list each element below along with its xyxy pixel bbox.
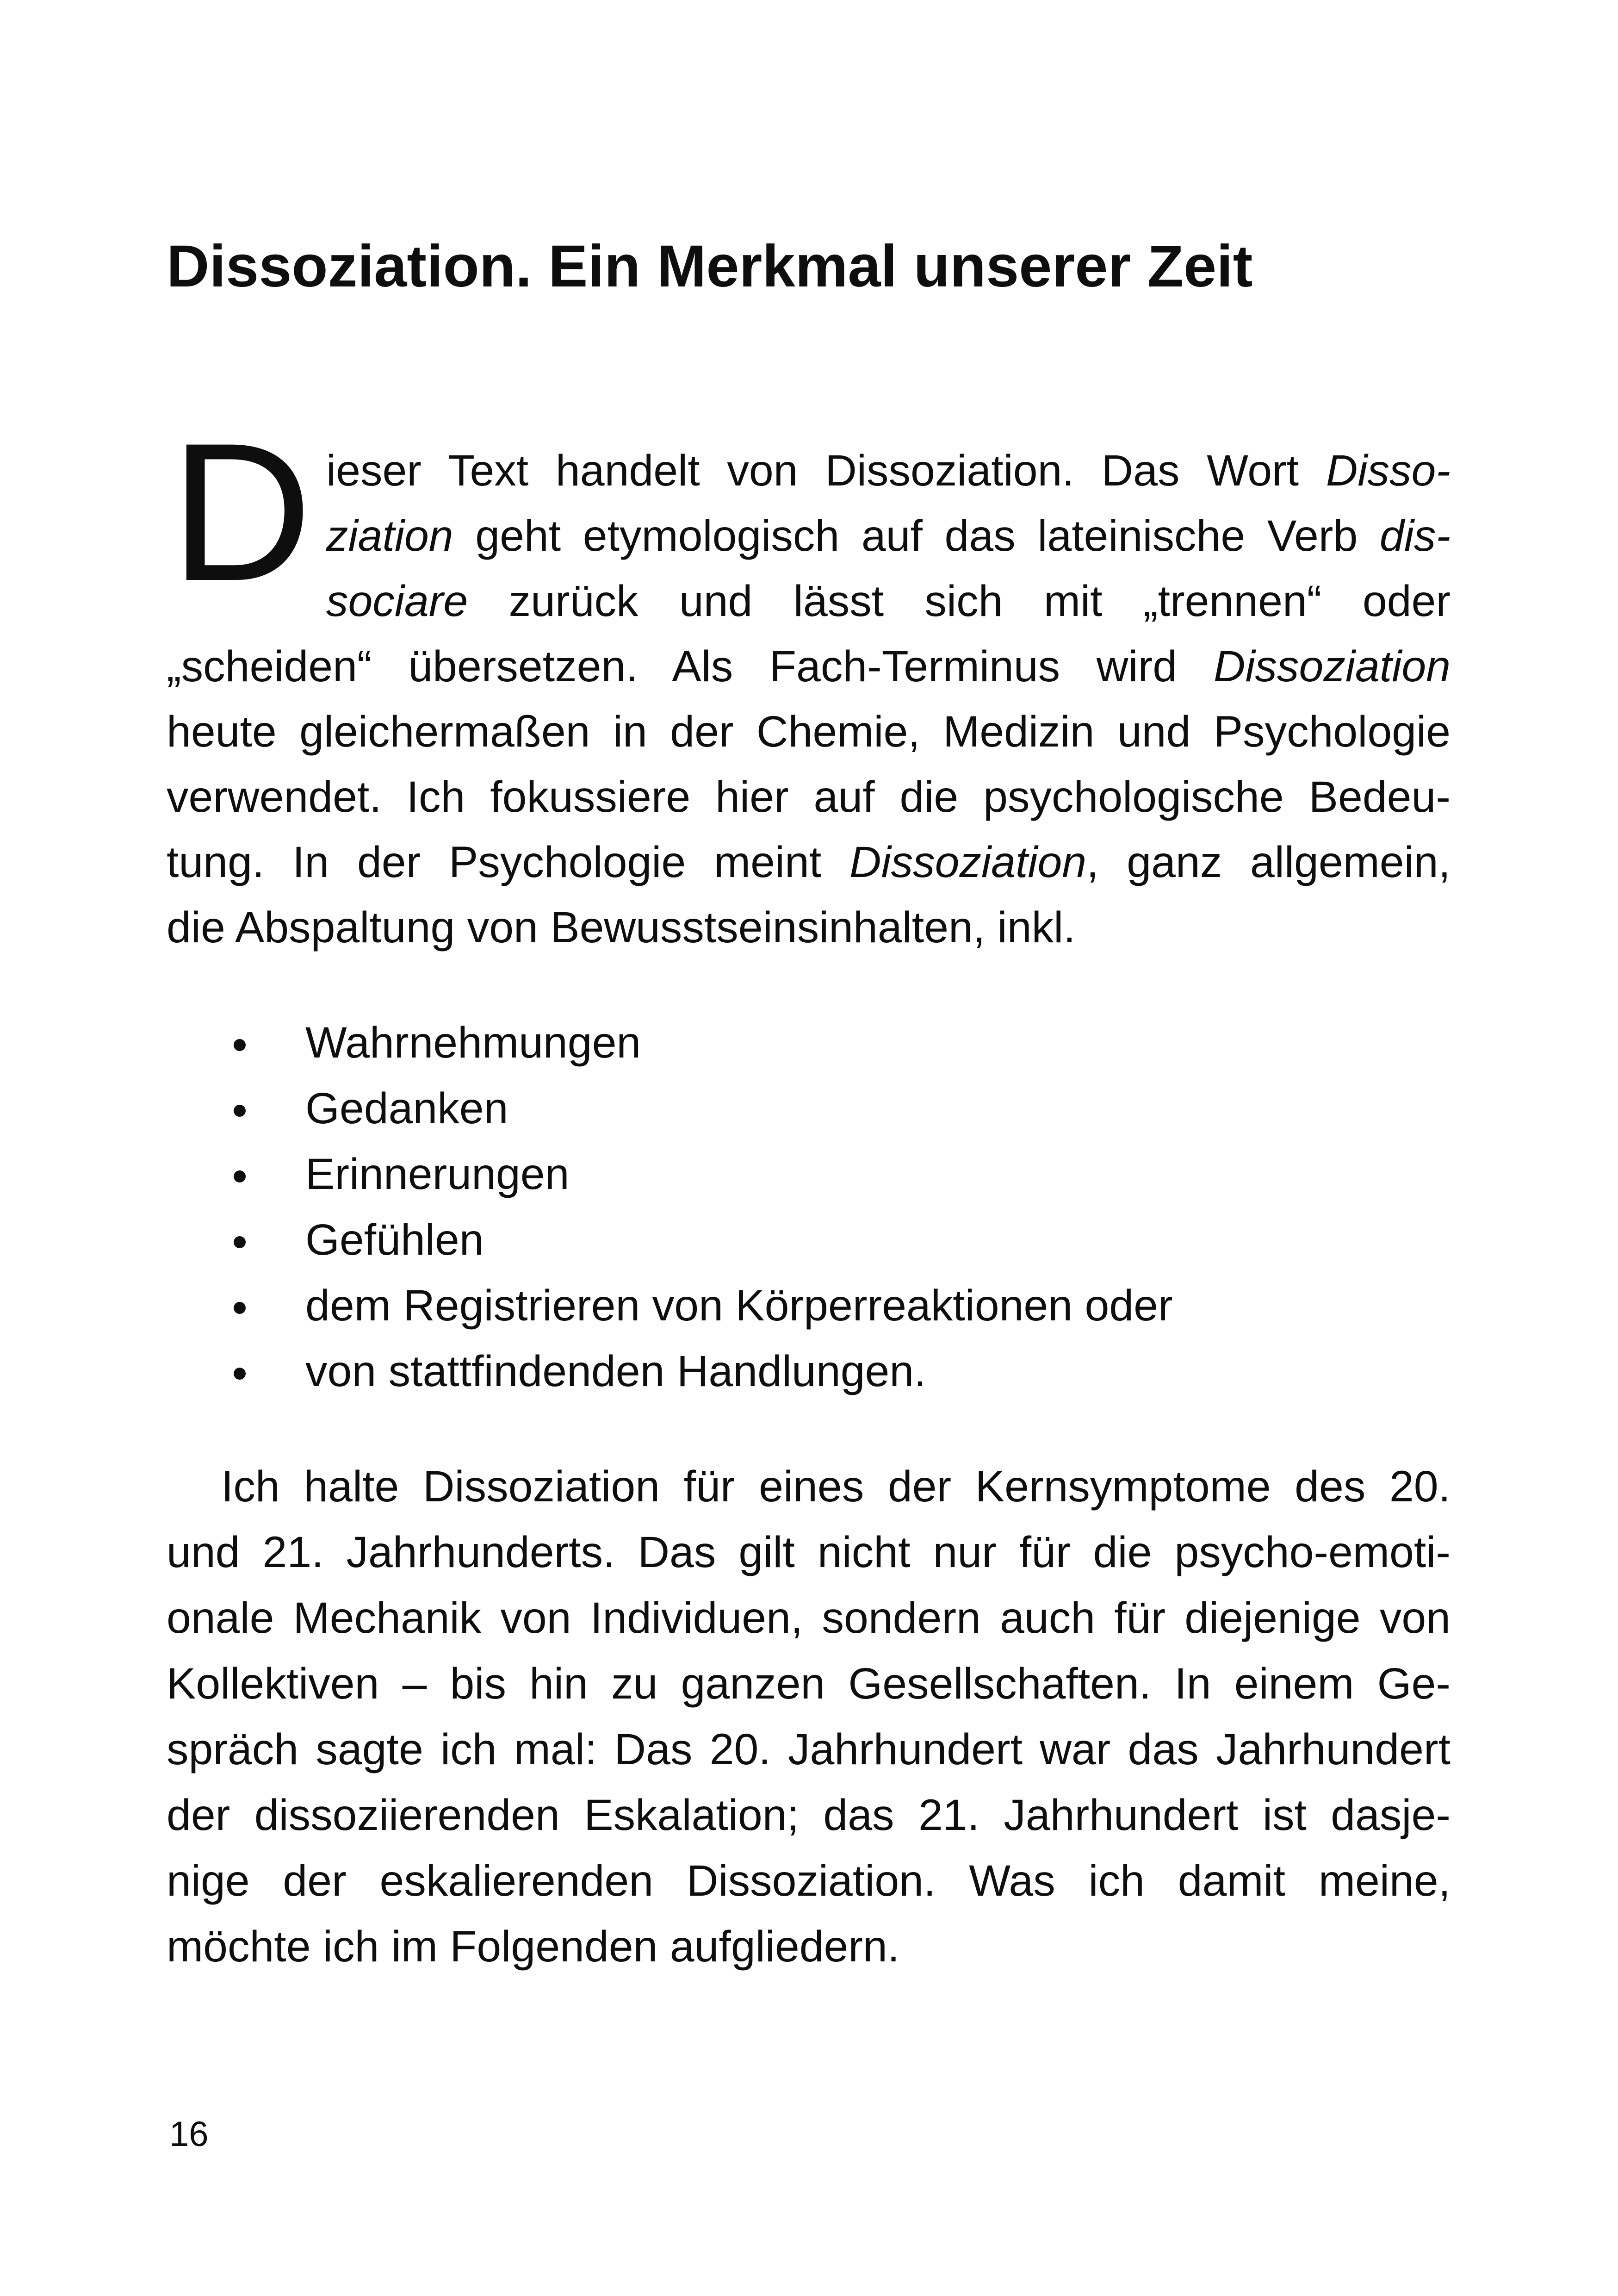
- text-segment: verwendet. Ich fokussiere hier auf die psychologische Bedeu-: [167, 772, 1451, 821]
- bullet-item: Gefühlen: [167, 1207, 1451, 1273]
- text-segment: möchte ich im Folgenden aufgliedern.: [167, 1922, 900, 1971]
- text-segment: und 21. Jahrhunderts. Das gilt nicht nur für die psycho-emoti-: [167, 1528, 1451, 1577]
- text-line: [167, 1519, 1451, 1585]
- text-segment: der dissoziierenden Eskalation; das 21. Jahrhundert ist dasje-: [167, 1791, 1451, 1840]
- text-segment: heute gleichermaßen in der Chemie, Medizin und Psychologie: [167, 707, 1451, 756]
- text-line: [167, 1454, 1451, 1519]
- italic-text-segment: Dissoziation: [849, 838, 1087, 887]
- italic-text-segment: Disso-: [1326, 446, 1451, 495]
- text-line: [167, 1914, 1451, 1979]
- text-line: [167, 1782, 1451, 1848]
- text-line: [167, 1585, 1451, 1651]
- paragraph-intro: [167, 438, 1451, 960]
- bullet-item: Gedanken: [167, 1076, 1451, 1141]
- bullet-item: Wahrnehmungen: [167, 1010, 1451, 1076]
- text-segment: onale Mechanik von Individuen, sondern auch für diejenige von: [167, 1593, 1451, 1643]
- text-line: [167, 1651, 1451, 1717]
- chapter-title: Dissoziation. Ein Merkmal unserer Zeit: [167, 233, 1253, 299]
- text-segment: Ich halte Dissoziation für eines der Kernsymptome des 20.: [221, 1462, 1451, 1511]
- text-line: [167, 1717, 1451, 1782]
- italic-text-segment: dis-: [1379, 511, 1451, 560]
- bullet-item: Erinnerungen: [167, 1141, 1451, 1207]
- text-segment: tung. In der Psychologie meint: [167, 838, 849, 887]
- text-segment: die Abspaltung von Bewusstseinsinhalten, inkl.: [167, 903, 1076, 952]
- drop-cap-letter: D: [170, 402, 312, 622]
- text-line: [167, 569, 1451, 634]
- text-segment: geht etymologisch auf das lateinische Verb: [453, 511, 1380, 560]
- text-segment: zurück und lässt sich mit „trennen“ oder: [468, 577, 1451, 626]
- bullet-item: dem Registrieren von Körperreaktionen oder: [167, 1273, 1451, 1338]
- text-segment: , ganz allgemein,: [1086, 838, 1451, 887]
- italic-text-segment: Dissoziation: [1213, 642, 1451, 691]
- text-segment: ieser Text handelt von Dissoziation. Das Wort: [326, 446, 1326, 495]
- bullet-item: von stattfindenden Handlungen.: [167, 1338, 1451, 1404]
- italic-text-segment: sociare: [326, 577, 468, 626]
- text-line: [167, 699, 1451, 765]
- text-segment: „scheiden“ übersetzen. Als Fach-Terminus wird: [167, 642, 1214, 691]
- text-line: [167, 895, 1451, 960]
- text-line: [167, 1848, 1451, 1914]
- book-page: [167, 0, 1451, 1979]
- bullet-list: [167, 1010, 1451, 1404]
- text-segment: nige der eskalierenden Dissoziation. Was ich damit meine,: [167, 1856, 1451, 1905]
- paragraph-thesis: [167, 1454, 1451, 1979]
- text-line: [167, 765, 1451, 830]
- text-segment: spräch sagte ich mal: Das 20. Jahrhundert war das Jahrhundert: [167, 1725, 1451, 1774]
- text-line: [167, 830, 1451, 895]
- text-line: [167, 504, 1451, 569]
- text-line: [167, 634, 1451, 699]
- text-line: [167, 438, 1451, 504]
- page-number: 16: [169, 2115, 209, 2154]
- italic-text-segment: ziation: [326, 511, 453, 560]
- text-segment: Kollektiven – bis hin zu ganzen Gesellschaften. In einem Ge-: [167, 1659, 1451, 1708]
